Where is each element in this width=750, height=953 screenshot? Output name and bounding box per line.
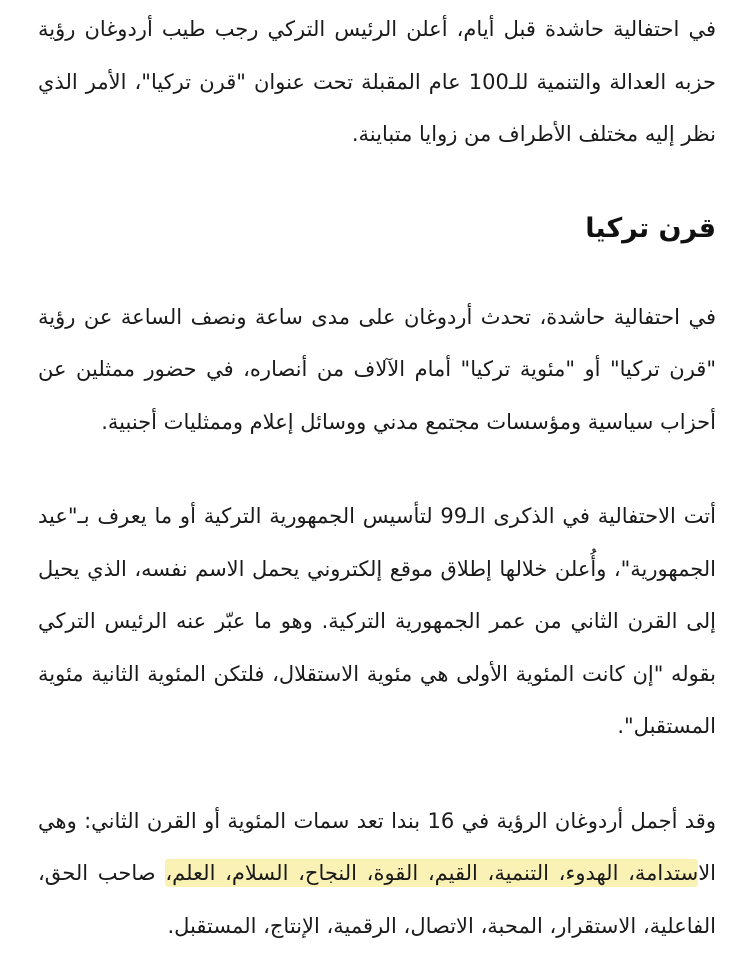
vision-text-start: وقد أجمل أردوغان الرؤية في 16 بندا تعد سمات المئوية أو القرن الثاني: وهي الا — [38, 808, 716, 885]
intro-paragraph: في احتفالية حاشدة قبل أيام، أعلن الرئيس التركي رجب طيب أردوغان رؤية حزبه العدالة والتنمية للـ100 عام المقبلة تحت عنوان "قرن تركيا"، الأمر الذي نظر إليه مختلف الأطراف من زوايا متباينة. — [38, 17, 716, 146]
vision-text-end: صاحب الحق، الفاعلية، الاستقرار، المحبة، الاتصال، الرقمية، الإنتاج، المستقبل. — [38, 861, 716, 938]
paragraph-vision-items — [38, 795, 716, 953]
article-body — [0, 3, 750, 952]
section-heading: قرن تركيا — [585, 212, 716, 244]
highlighted-text: ستدامة، الهدوء، التنمية، القيم، القوة، النجاح، السلام، العلم، — [165, 861, 699, 885]
paragraph-anniversary: أتت الاحتفالية في الذكرى الـ99 لتأسيس الجمهورية التركية أو ما يعرف بـ"عيد الجمهورية"، وأُعلن خلالها إطلاق موقع إلكتروني يحمل الاسم نفسه، الذي يحيل إلى القرن الثاني من عمر الجمهورية التركية. وهو ما عبّر عنه الرئيس التركي بقوله "إن كانت المئوية الأولى هي مئوية الاستقلال، فلتكن المئوية الثانية مئوية المستقبل". — [38, 504, 716, 738]
paragraph-celebration: في احتفالية حاشدة، تحدث أردوغان على مدى ساعة ونصف الساعة عن رؤية "قرن تركيا" أو "مئوية تركيا" أمام الآلاف من أنصاره، في حضور ممثلين عن أحزاب سياسية ومؤسسات مجتمع مدني ووسائل إعلام وممثليات أجنبية. — [38, 304, 716, 434]
